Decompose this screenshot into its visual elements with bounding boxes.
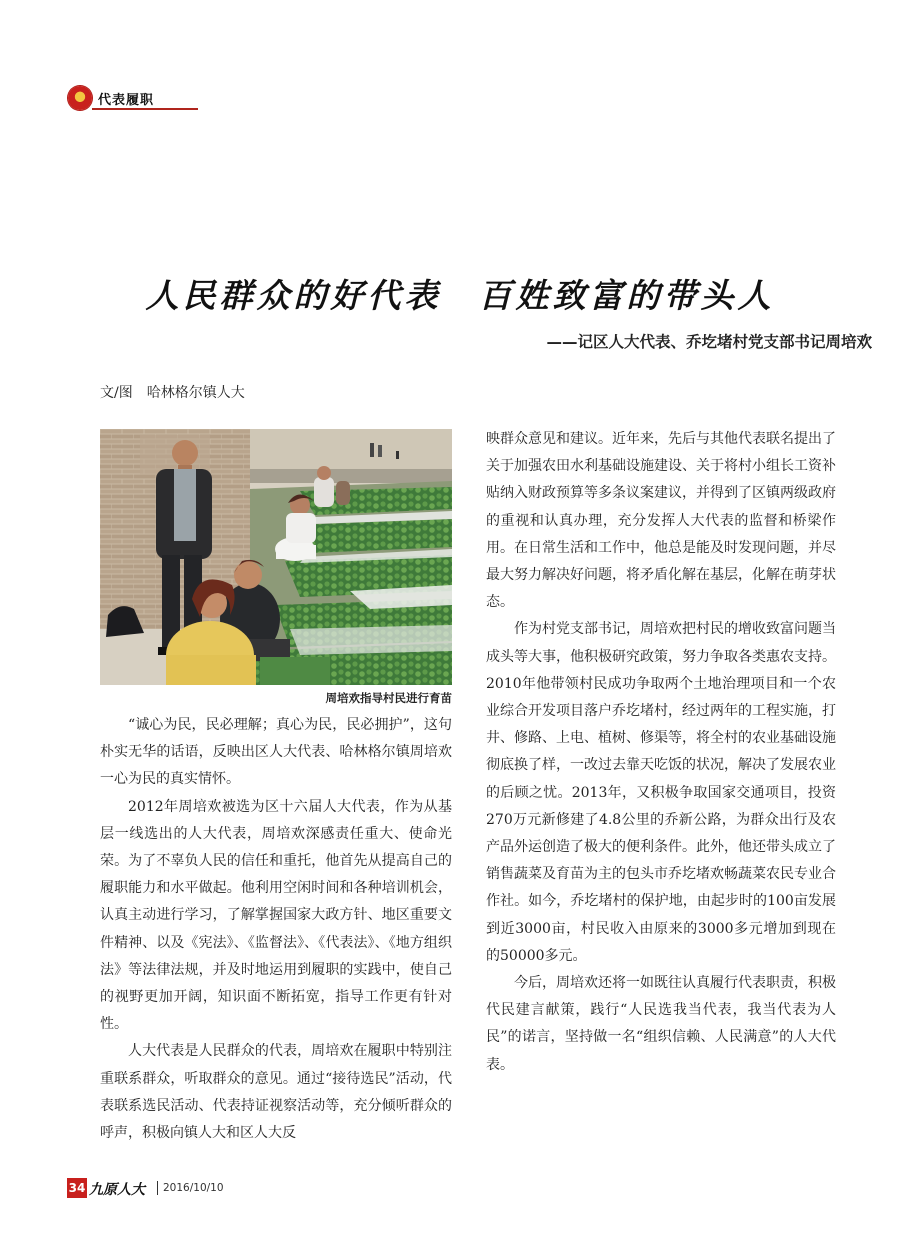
photo-caption: 周培欢指导村民进行育苗	[325, 691, 452, 705]
page-number: 34	[67, 1178, 87, 1198]
footer-divider	[157, 1181, 158, 1195]
paragraph: 作为村党支部书记，周培欢把村民的增收致富问题当成头等大事，他积极研究政策，努力争取各类惠农支持。2010年他带领村民成功争取两个土地治理项目和一个农业综合开发项目落户乔圪堵村，经过两年的工程实施，打井、修路、上电、植树、修渠等，将全村的农业基础设施彻底换了样，一改过去靠天吃饭的状况，解决了发展农业的后顾之忧。2013年，又积极争取国家交通项目，投资270万元新修建了4.8公里的乔新公路，为群众出行及农产品外运创造了极大的便利条件。此外，他还带头成立了销售蔬菜及育苗为主的包头市乔圪堵欢畅蔬菜农民专业合作社。如今，乔圪堵村的保护地，由起步时的100亩发展到近3000亩，村民收入由原来的3000多元增加到现在的50000多元。	[486, 621, 836, 964]
body-column-right	[486, 426, 836, 1079]
national-emblem-icon	[68, 86, 92, 110]
article-byline: 文/图 哈林格尔镇人大	[100, 385, 245, 401]
header-divider	[92, 108, 198, 110]
section-label: 代表履职	[98, 93, 155, 108]
paragraph: 人大代表是人民群众的代表，周培欢在履职中特别注重联系群众，听取群众的意见。通过“接待选民”活动，代表联系选民活动、代表持证视察活动等，充分倾听群众的呼声，积极向镇人大和区人大反	[100, 1043, 452, 1142]
paragraph: 2012年周培欢被选为区十六届人大代表，作为从基层一线选出的人大代表，周培欢深感责任重大、使命光荣。为了不辜负人民的信任和重托，他首先从提高自己的履职能力和水平做起。他利用空闲时间和各种培训机会，认真主动进行学习，了解掌握国家大政方针、地区重要文件精神、以及《宪法》、《监督法》、《代表法》、《地方组织法》等法律法规，并及时地运用到履职的实践中，使自己的视野更加开阔，知识面不断拓宽，指导工作更有针对性。	[100, 798, 452, 1033]
greenhouse-seedlings-photo	[100, 429, 452, 685]
article-title: 人民群众的好代表 百姓致富的带头人	[145, 276, 775, 315]
issue-date: 2016/10/10	[163, 1182, 224, 1194]
paragraph: “诚心为民，民必理解；真心为民，民必拥护”，这句朴实无华的话语，反映出区人大代表、哈林格尔镇周培欢一心为民的真实情怀。	[100, 717, 452, 788]
body-column-left	[100, 712, 452, 1147]
page-header	[66, 84, 198, 112]
paragraph: 映群众意见和建议。近年来，先后与其他代表联名提出了关于加强农田水利基础设施建设、关于将村小组长工资补贴纳入财政预算等多条议案建议，并得到了区镇两级政府的重视和认真办理，充分发挥人大代表的监督和桥梁作用。在日常生活和工作中，他总是能及时发现问题，并尽最大努力解决好问题，将矛盾化解在基层，化解在萌芽状态。	[486, 431, 836, 611]
paragraph: 今后，周培欢还将一如既往认真履行代表职责，积极代民建言献策，践行“人民选我当代表，我当代表为人民”的诺言，坚持做一名“组织信赖、人民满意”的人大代表。	[486, 975, 836, 1073]
article-photo	[100, 429, 452, 685]
magazine-name: 九原人大	[89, 1182, 145, 1198]
article-subtitle: ——记区人大代表、乔圪堵村党支部书记周培欢	[546, 333, 872, 351]
